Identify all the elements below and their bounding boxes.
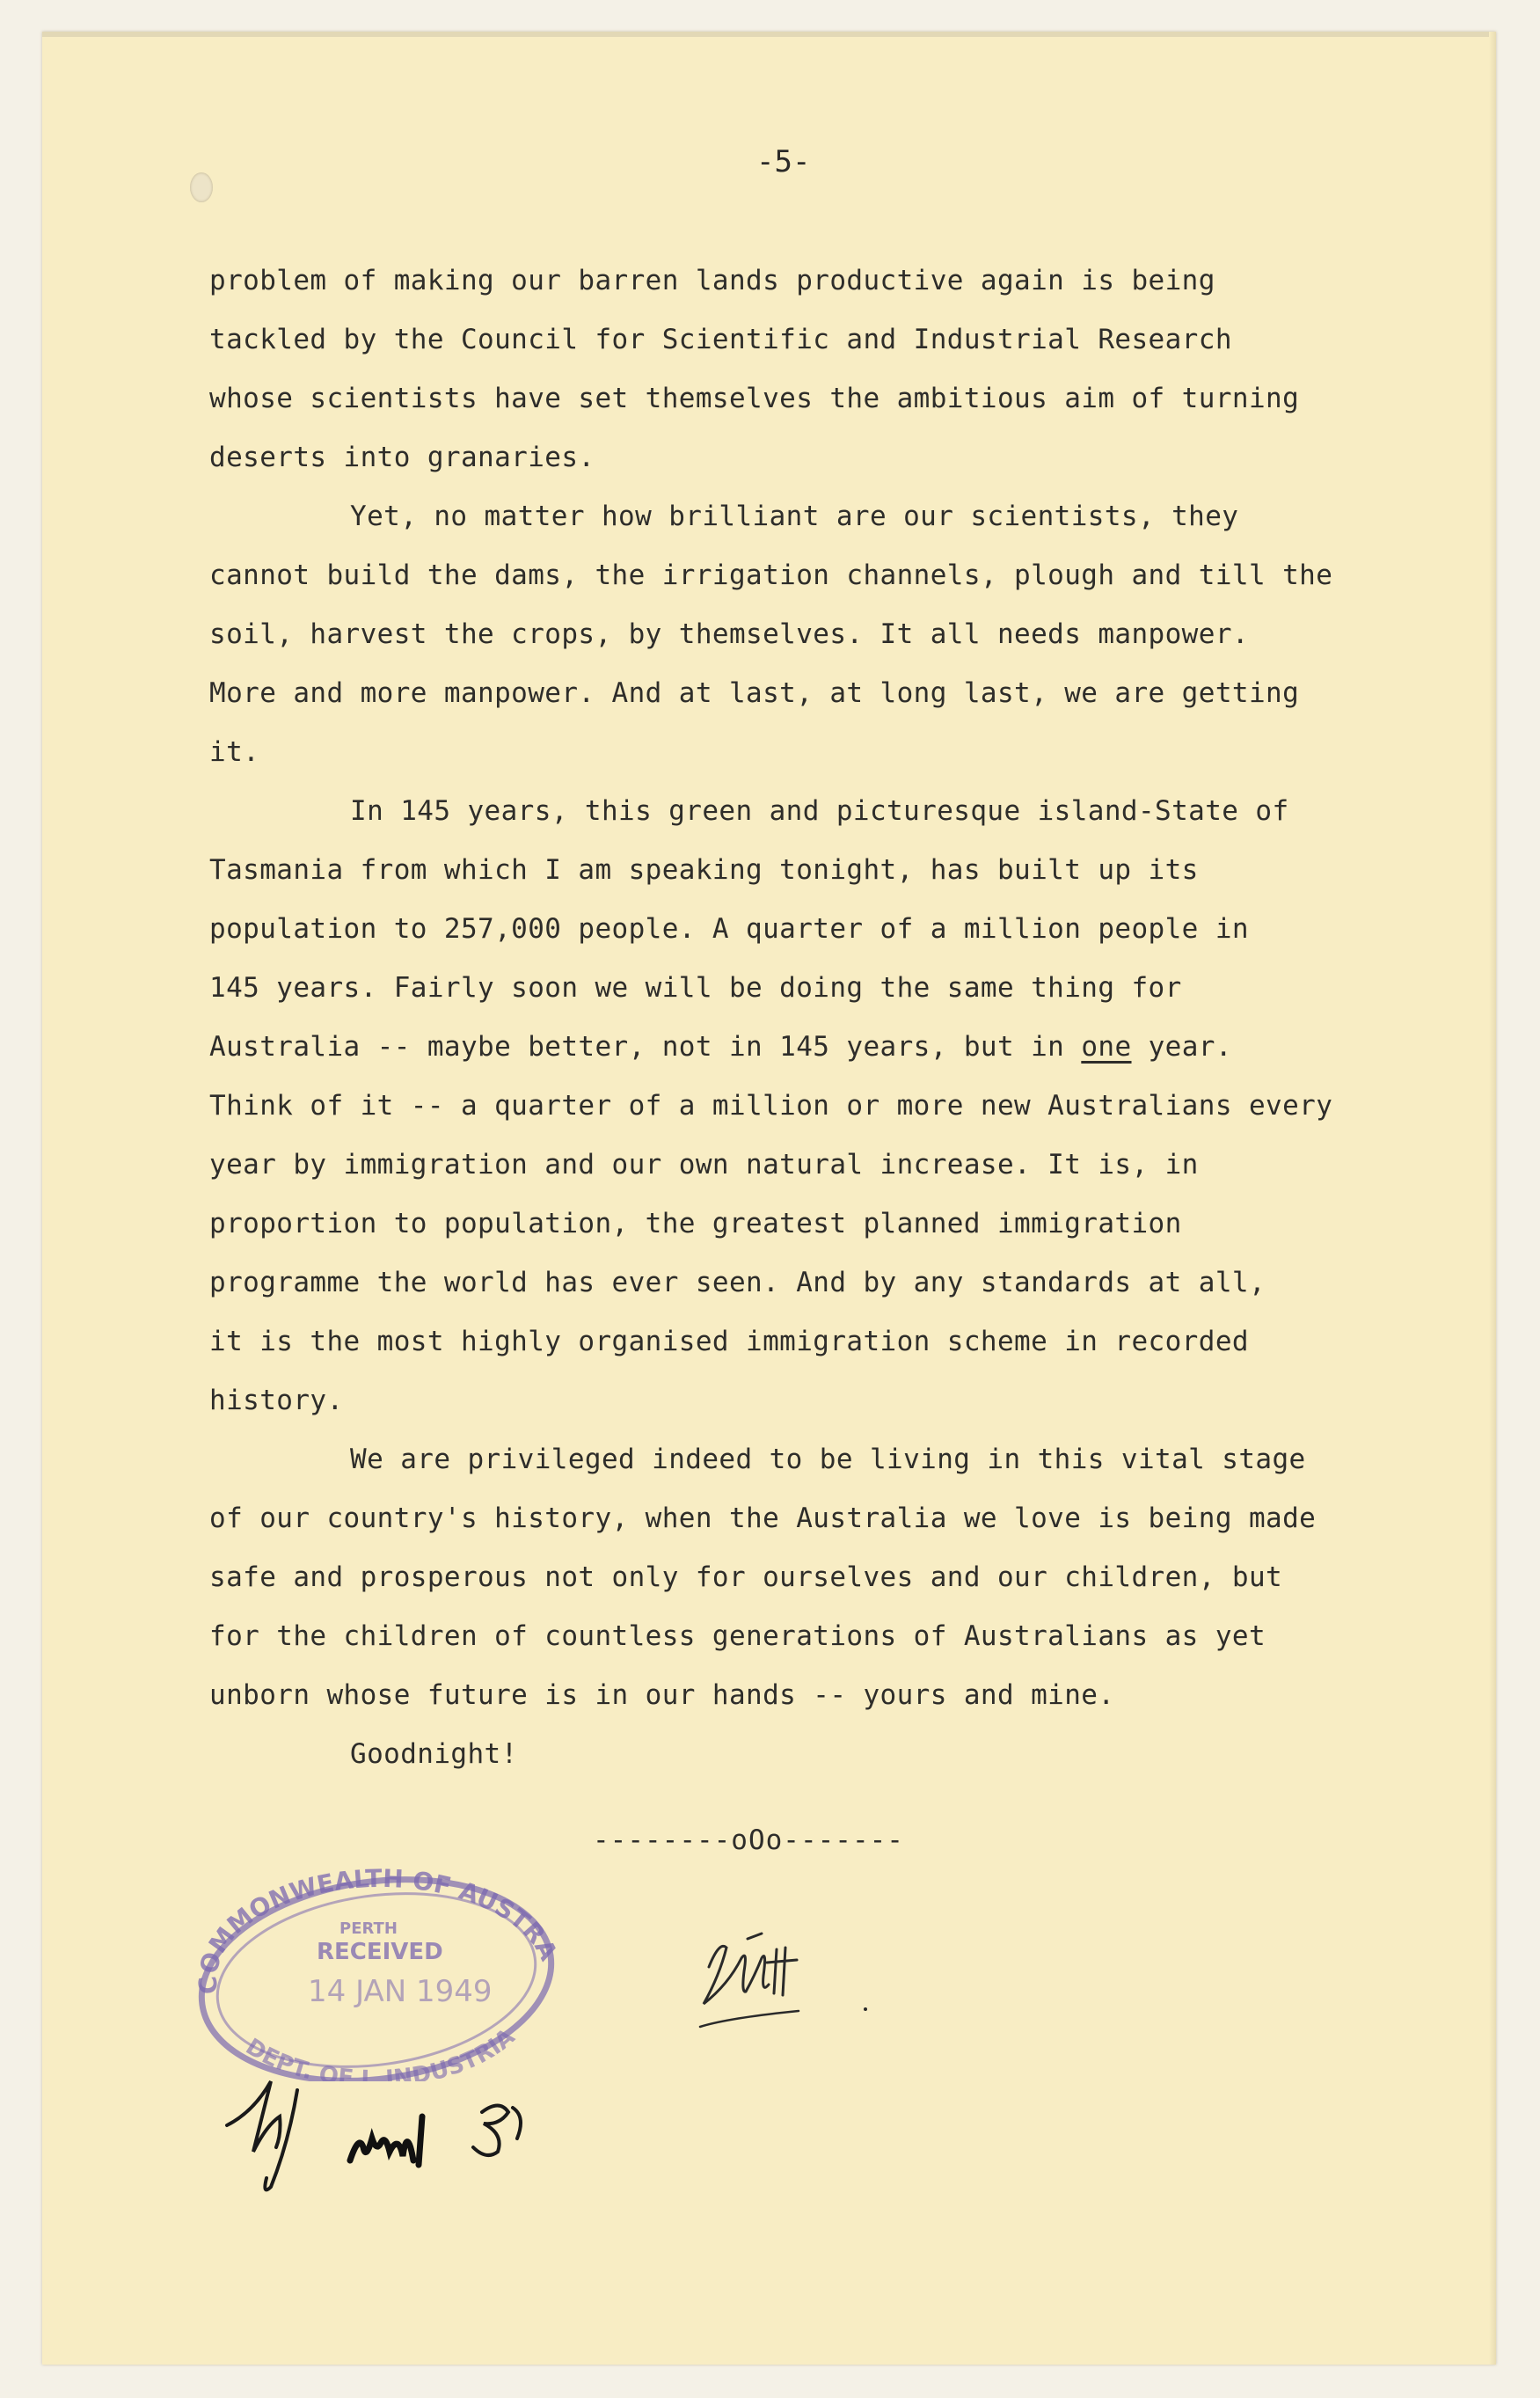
text-line: More and more manpower. And at last, at long last, we are getting: [209, 677, 1300, 709]
text-line: it is the most highly organised immigration scheme in recorded: [209, 1326, 1249, 1357]
separator-line: --------oOo-------: [593, 1824, 904, 1856]
text-line: tackled by the Council for Scientific and Industrial Research: [209, 324, 1232, 355]
paragraph-2: [209, 487, 1458, 782]
document-page: [42, 32, 1496, 2365]
received-stamp: [183, 1861, 570, 2081]
stamp-city: PERTH: [339, 1919, 398, 1938]
paragraph-4: [209, 1430, 1458, 1725]
text-line: year by immigration and our own natural increase. It is, in: [209, 1149, 1199, 1181]
text-line: proportion to population, the greatest planned immigration: [209, 1208, 1182, 1239]
handwritten-signature: [693, 1923, 869, 2037]
paragraph-3: [209, 782, 1458, 1430]
svg-text:DEPT. OF I. INDUSTRIAL: DEPT. OF I. INDUSTRIA: [240, 2023, 521, 2081]
letter-body: [209, 252, 1458, 1784]
handwritten-initials: [218, 2064, 552, 2196]
text-line: unborn whose future is in our hands -- yours and mine.: [209, 1679, 1115, 1711]
text-line: In 145 years, this green and picturesque island-State of: [350, 795, 1289, 827]
text-line: deserts into granaries.: [209, 442, 595, 473]
paper-edge: [1489, 32, 1496, 2365]
text-line-with-underline: Australia -- maybe better, not in 145 years, but in one year.: [209, 1031, 1232, 1063]
text-line: it.: [209, 736, 260, 768]
text-line: programme the world has ever seen. And by any standards at all,: [209, 1267, 1266, 1298]
text-line: 145 years. Fairly soon we will be doing the same thing for: [209, 972, 1182, 1004]
text-line: problem of making our barren lands productive again is being: [209, 265, 1215, 296]
text-line: history.: [209, 1385, 344, 1416]
text-line: for the children of countless generations of Australians as yet: [209, 1620, 1266, 1652]
text-line: soil, harvest the crops, by themselves. It all needs manpower.: [209, 618, 1249, 650]
stamp-oval-graphic: [183, 1861, 570, 2081]
closing-goodnight: Goodnight!: [350, 1738, 518, 1770]
svg-text:COMMONWEALTH OF AUSTRALIA: COMMONWEALTH OF AUSTRA: [193, 1863, 564, 1996]
text-line: of our country's history, when the Australia we love is being made: [209, 1502, 1317, 1534]
text-line: safe and prosperous not only for ourselves and our children, but: [209, 1561, 1283, 1593]
text-line: Think of it -- a quarter of a million or more new Australians every: [209, 1090, 1333, 1122]
punch-hole: [190, 172, 213, 202]
text-line: Yet, no matter how brilliant are our scientists, they: [350, 501, 1239, 532]
text-line: population to 257,000 people. A quarter of a million people in: [209, 913, 1249, 945]
text-line: cannot build the dams, the irrigation channels, plough and till the: [209, 559, 1333, 591]
stamp-status: RECEIVED: [317, 1939, 443, 1965]
page-number: -5-: [756, 144, 811, 179]
text-line: Tasmania from which I am speaking tonight, has built up its: [209, 854, 1199, 886]
underlined-word: one: [1081, 1031, 1132, 1063]
text-line: whose scientists have set themselves the ambitious aim of turning: [209, 383, 1300, 414]
paragraph-1: [209, 252, 1458, 487]
text-line: We are privileged indeed to be living in this vital stage: [350, 1444, 1306, 1475]
stamp-date: 14 JAN 1949: [308, 1974, 493, 2009]
